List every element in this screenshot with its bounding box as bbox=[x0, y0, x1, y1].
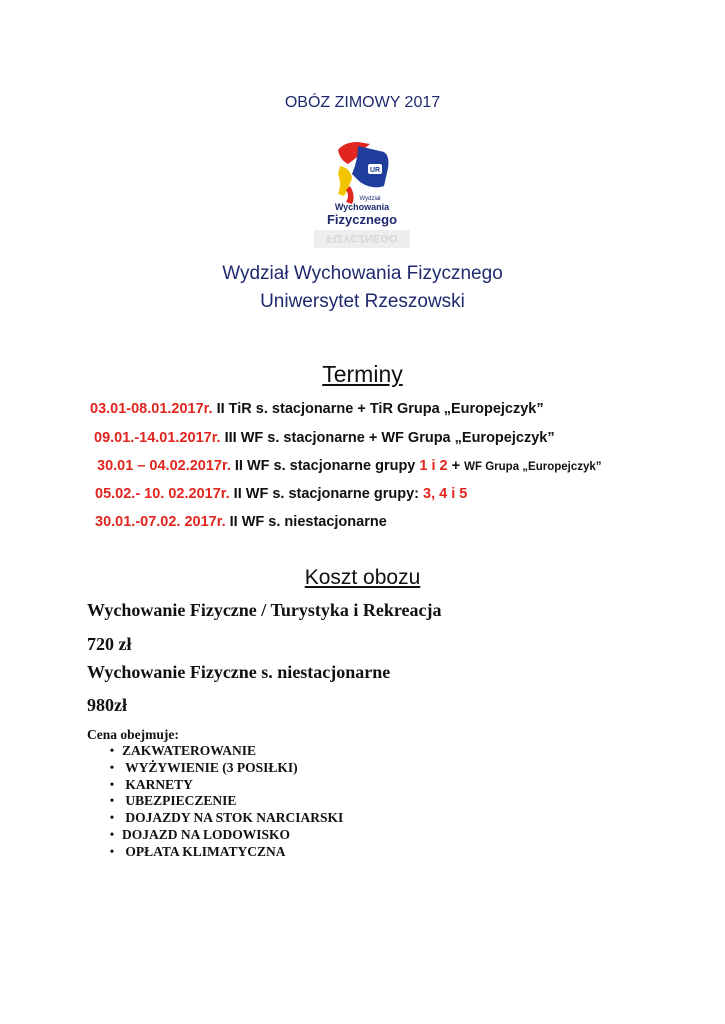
bullet-icon: • bbox=[109, 793, 115, 809]
list-item bbox=[87, 760, 343, 777]
logo-text-line2: Wychowania bbox=[334, 202, 390, 212]
list-item bbox=[87, 810, 343, 827]
logo-badge-text: UR bbox=[369, 167, 381, 174]
bullet-icon: • bbox=[109, 810, 115, 826]
list-item-text: DOJAZD NA LODOWISKO bbox=[122, 826, 291, 842]
list-item bbox=[87, 743, 343, 760]
term-extra: WF Grupa „Europejczyk” bbox=[464, 461, 602, 473]
term-plus: + bbox=[447, 458, 465, 474]
term-groups: 1 i 2 bbox=[419, 458, 448, 474]
list-item bbox=[87, 827, 343, 844]
term-date: 09.01.-14.01.2017r. bbox=[94, 430, 221, 446]
list-item-text: ZAKWATEROWANIE bbox=[122, 743, 257, 758]
term-date: 30.01 – 04.02.2017r. bbox=[97, 458, 231, 474]
term-row-1 bbox=[90, 401, 544, 417]
bullet-icon: • bbox=[109, 776, 115, 792]
logo-reflection-text: FIZYCZNEGO bbox=[326, 232, 398, 244]
cost-item-2-name: Wychowanie Fizyczne s. niestacjonarne bbox=[87, 662, 391, 682]
faculty-logo bbox=[300, 138, 425, 250]
page-title: OBÓZ ZIMOWY 2017 bbox=[284, 94, 441, 111]
faculty-name bbox=[0, 260, 725, 316]
term-row-5 bbox=[95, 514, 387, 530]
term-row-2 bbox=[94, 430, 555, 446]
list-item bbox=[87, 793, 343, 810]
logo-text-line1: Wydział bbox=[359, 196, 381, 202]
cost-item-2-price: 980zł bbox=[87, 695, 127, 715]
term-groups: 3, 4 i 5 bbox=[423, 486, 468, 502]
bullet-icon: • bbox=[109, 826, 115, 842]
includes-title: Cena obejmuje: bbox=[87, 727, 179, 742]
term-text: II WF s. niestacjonarne bbox=[225, 514, 387, 530]
terms-heading: Terminy bbox=[322, 361, 403, 387]
list-item-text: UBEZPIECZENIE bbox=[122, 793, 237, 809]
cost-item-1-name: Wychowanie Fizyczne / Turystyka i Rekreacja bbox=[87, 600, 442, 620]
bullet-icon: • bbox=[109, 759, 115, 775]
bullet-icon: • bbox=[109, 843, 115, 859]
term-text: II TiR s. stacjonarne + TiR Grupa „Europejczyk” bbox=[212, 401, 544, 417]
term-row-4 bbox=[95, 486, 467, 502]
term-row-3 bbox=[97, 458, 602, 474]
list-item-text: WYŻYWIENIE (3 POSIŁKI) bbox=[122, 759, 298, 775]
includes-list bbox=[87, 743, 343, 861]
term-date: 05.02.- 10. 02.2017r. bbox=[95, 486, 230, 502]
list-item bbox=[87, 777, 343, 794]
term-date: 30.01.-07.02. 2017r. bbox=[95, 514, 226, 530]
cost-heading: Koszt obozu bbox=[304, 566, 421, 589]
list-item-text: DOJAZDY NA STOK NARCIARSKI bbox=[122, 810, 344, 826]
logo-text-line3: Fizycznego bbox=[326, 212, 398, 227]
term-text: II WF s. stacjonarne grupy bbox=[230, 458, 420, 474]
list-item-text: KARNETY bbox=[122, 776, 193, 792]
list-item bbox=[87, 844, 343, 861]
term-text: III WF s. stacjonarne + WF Grupa „Europejczyk” bbox=[220, 430, 555, 446]
faculty-line-1: Wydział Wychowania Fizycznego bbox=[222, 263, 503, 284]
list-item-text: OPŁATA KLIMATYCZNA bbox=[122, 843, 286, 859]
cost-item-1-price: 720 zł bbox=[87, 634, 132, 654]
university-line: Uniwersytet Rzeszowski bbox=[260, 291, 465, 312]
bullet-icon: • bbox=[109, 743, 115, 758]
term-date: 03.01-08.01.2017r. bbox=[90, 401, 213, 417]
term-text: II WF s. stacjonarne grupy: bbox=[229, 486, 424, 502]
